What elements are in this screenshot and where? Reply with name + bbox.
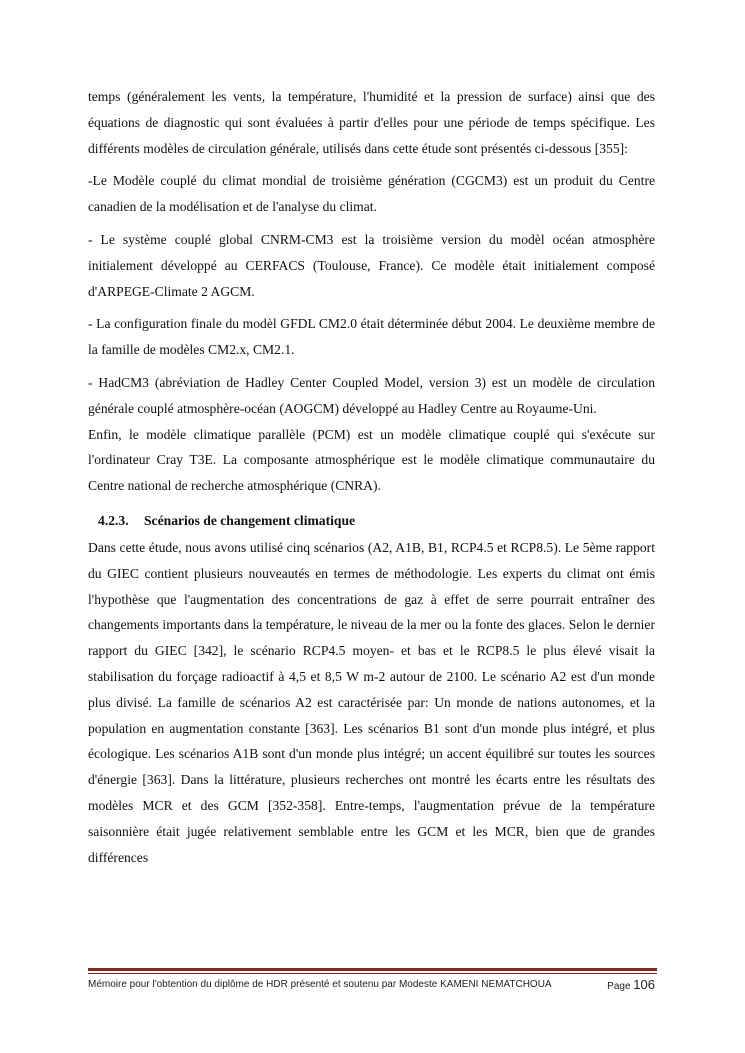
section-number: 4.2.3. bbox=[98, 512, 129, 528]
paragraph-gfdl: - La configuration finale du modèl GFDL CM2.0 était déterminée début 2004. Le deuxième membre de la famille de modèles CM2.x, CM2.1. bbox=[88, 316, 655, 358]
section-title: Scénarios de changement climatique bbox=[144, 512, 356, 528]
footer-rule-thin bbox=[88, 973, 657, 974]
footer-text: Mémoire pour l'obtention du diplôme de HDR présenté et soutenu par Modeste KAMENI NEMATCHOUA bbox=[88, 979, 552, 990]
paragraph-cnrm-cm3: - Le système couplé global CNRM-CM3 est la troisième version du modèl océan atmosphère initialement développé au CERFACS (Toulouse, France). Ce modèle était initialement composé d'ARPEGE-Climate 2 AGCM. bbox=[88, 231, 655, 299]
paragraph-gcm-intro: temps (généralement les vents, la température, l'humidité et la pression de surface) ainsi que des équations de diagnostic qui sont évaluées à partir d'elles pour une période de temps spécifique. Les différents modèles de circulation générale, utilisés dans cette étude sont présentés ci-dessous [355]: bbox=[88, 89, 655, 156]
paragraph-scenarios: Dans cette étude, nous avons utilisé cinq scénarios (A2, A1B, B1, RCP4.5 et RCP8.5). Le 5ème rapport du GIEC contient plusieurs nouveautés en termes de méthodologie. Les experts du climat ont émis l'hypothèse que l'augmentation des concentrations de gaz à effet de serre pourrait entraîner des changements importants dans la température, le niveau de la mer ou la fonte des glaces. Selon le dernier rapport du GIEC [342], le scénario RCP4.5 moyen- et bas et le RCP8.5 le plus élevé visait la stabilisation du forçage radioactif à 4,5 et 8,5 W m-2 autour de 2100. Le scénario A2 est d'un monde plus divisé. La famille de scénarios A2 est caractérisée par: Un monde de nations autonomes, et la population en augmentation constante [363]. Les scénarios B1 sont d'un monde plus intégré, et plus écologique. Les scénarios A1B sont d'un monde plus intégré; un accent équilibré sur toutes les sources d'énergie [363]. Dans la littérature, plusieurs recherches ont montré les écarts entre les résultats des modèles MCR et des GCM [352-358]. Entre-temps, l'augmentation prévue de la température saisonnière était jugée relativement semblable entre les GCM et les MCR, bien que de grandes différences bbox=[88, 539, 655, 865]
footer-rule-thick bbox=[88, 968, 657, 971]
paragraph-pcm: Enfin, le modèle climatique parallèle (PCM) est un modèle climatique couplé qui s'exécute sur l'ordinateur Cray T3E. La composante atmosphérique est le modèle climatique communautaire du Centre national de recherche atmosphérique (CNRA). bbox=[88, 426, 655, 494]
section-heading bbox=[98, 511, 655, 531]
footer-page-number: 106 bbox=[633, 977, 655, 992]
footer-page bbox=[607, 977, 655, 995]
paragraph-hadcm3: - HadCM3 (abréviation de Hadley Center Coupled Model, version 3) est un modèle de circulation générale couplé atmosphère-océan (AOGCM) développé au Hadley Centre au Royaume-Uni. bbox=[88, 374, 655, 416]
paragraph-cgcm3: -Le Modèle couplé du climat mondial de troisième génération (CGCM3) est un produit du Centre canadien de la modélisation et de l'analyse du climat. bbox=[88, 173, 655, 215]
page-body bbox=[88, 84, 655, 870]
footer-page-label: Page bbox=[607, 981, 631, 992]
page-footer bbox=[88, 977, 657, 995]
